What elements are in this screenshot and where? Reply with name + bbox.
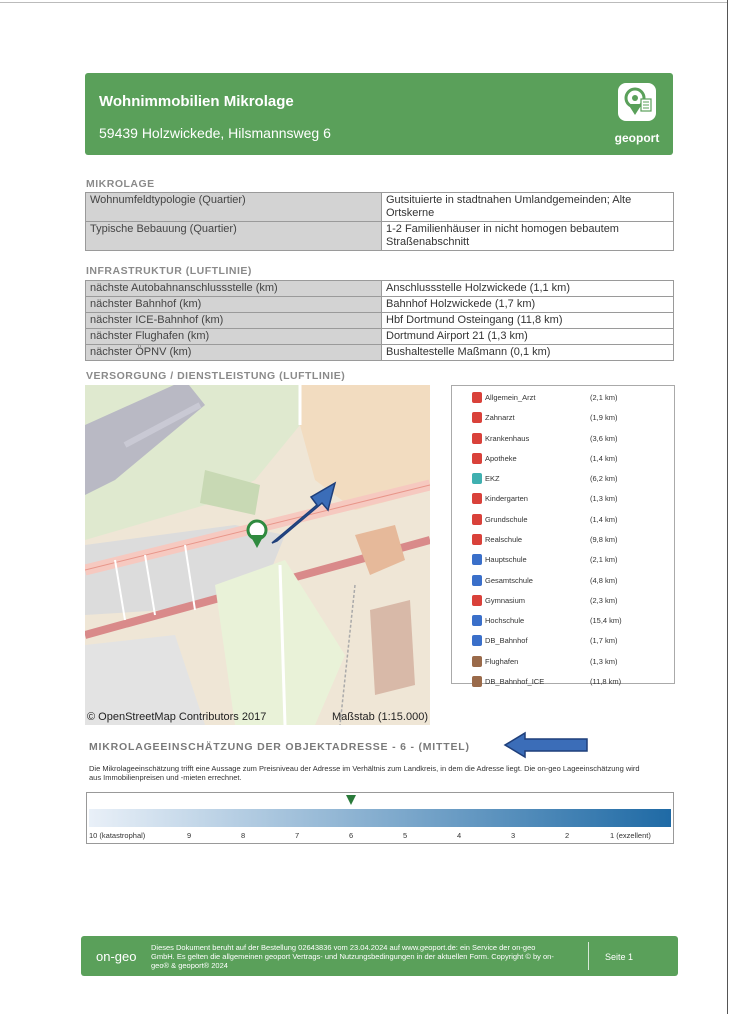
rating-marker-icon <box>346 795 356 805</box>
table-row <box>86 281 674 297</box>
assessment-description: Die Mikrolageeinschätzung trifft eine Aussage zum Preisniveau der Adresse im Verhältnis zum Landkreis, in dem die Adresse liegt. Die on-geo Lageeinschätzung wird aus Immobilienpreisen und -mieten errechnet. <box>89 764 640 782</box>
location-pin-icon <box>618 83 656 121</box>
rating-tick-label: 8 <box>241 831 246 840</box>
location-map[interactable] <box>85 385 430 725</box>
table-row <box>86 297 674 313</box>
legend-item <box>472 533 667 547</box>
rating-tick-label: 4 <box>457 831 462 840</box>
legend-item <box>472 432 667 446</box>
legend-label: Gesamtschule <box>485 576 533 585</box>
school-icon <box>472 534 482 545</box>
university-icon <box>472 615 482 626</box>
legend-distance: (1,7 km) <box>590 636 618 645</box>
table-key: Typische Bebauung (Quartier) <box>86 222 382 251</box>
legend-item <box>472 452 667 466</box>
table-row <box>86 329 674 345</box>
legend-distance: (1,3 km) <box>590 494 618 503</box>
train-station-icon <box>472 635 482 646</box>
legend-item <box>472 472 667 486</box>
legend-item <box>472 553 667 567</box>
rating-tick-label: 1 (exzellent) <box>610 831 651 840</box>
table-row <box>86 313 674 329</box>
table-key: nächster Bahnhof (km) <box>86 297 382 313</box>
arrow-left-icon <box>503 731 589 759</box>
poi-legend <box>451 385 675 684</box>
table-value: Hbf Dortmund Osteingang (11,8 km) <box>382 313 674 329</box>
rating-tick-label: 6 <box>349 831 354 840</box>
legend-item <box>472 492 667 506</box>
table-row <box>86 345 674 361</box>
legend-label: Realschule <box>485 535 523 544</box>
report-address: 59439 Holzwickede, Hilsmannsweg 6 <box>99 125 331 141</box>
page-footer <box>81 936 678 976</box>
map-scale: Maßstab (1:15.000) <box>332 711 428 723</box>
school-icon <box>472 575 482 586</box>
legend-label: Hochschule <box>485 616 525 625</box>
geoport-logo-text: geoport <box>614 131 660 145</box>
infrastruktur-table <box>85 280 674 361</box>
legend-label: Gymnasium <box>485 596 526 605</box>
school-icon <box>472 554 482 565</box>
airport-icon <box>472 656 482 667</box>
footer-text: Dieses Dokument beruht auf der Bestellung 02643836 vom 23.04.2024 auf www.geoport.de: ein Service der on-geo GmbH. Es gelten die allgemeinen geoport Vertrags- und Nutzungsbedingungen in der aktuellen Form. Copyright © by on-geo® & geoport® 2024 <box>151 943 554 970</box>
assessment-title: MIKROLAGEEINSCHÄTZUNG DER OBJEKTADRESSE - 6 - (MITTEL) <box>89 741 470 753</box>
school-icon <box>472 514 482 525</box>
mikrolage-table <box>85 192 674 251</box>
table-key: nächste Autobahnanschlussstelle (km) <box>86 281 382 297</box>
legend-distance: (11,8 km) <box>590 677 622 686</box>
geoport-logo <box>611 81 663 147</box>
legend-label: Grundschule <box>485 515 528 524</box>
legend-item <box>472 675 667 689</box>
legend-item <box>472 574 667 588</box>
table-key: nächster ICE-Bahnhof (km) <box>86 313 382 329</box>
table-row <box>86 193 674 222</box>
rating-tick-label: 5 <box>403 831 408 840</box>
page-top-edge <box>0 2 728 3</box>
table-value: Bahnhof Holzwickede (1,7 km) <box>382 297 674 313</box>
table-value: Anschlussstelle Holzwickede (1,1 km) <box>382 281 674 297</box>
dentist-icon <box>472 412 482 423</box>
legend-distance: (2,3 km) <box>590 596 618 605</box>
legend-label: Hauptschule <box>485 555 527 564</box>
doctor-icon <box>472 392 482 403</box>
geoport-logo-badge <box>618 83 656 121</box>
legend-distance: (6,2 km) <box>590 474 618 483</box>
table-key: Wohnumfeldtypologie (Quartier) <box>86 193 382 222</box>
map-graphic <box>85 385 430 725</box>
legend-label: Krankenhaus <box>485 434 530 443</box>
report-title: Wohnimmobilien Mikrolage <box>99 93 294 110</box>
legend-distance: (1,3 km) <box>590 657 618 666</box>
rating-tick-label: 10 (katastrophal) <box>89 831 146 840</box>
school-icon <box>472 595 482 606</box>
shopping-center-icon <box>472 473 482 484</box>
legend-distance: (2,1 km) <box>590 555 618 564</box>
section-title-versorgung: VERSORGUNG / DIENSTLEISTUNG (LUFTLINIE) <box>86 370 346 382</box>
legend-distance: (9,8 km) <box>590 535 618 544</box>
legend-distance: (2,1 km) <box>590 393 618 402</box>
legend-distance: (15,4 km) <box>590 616 622 625</box>
legend-label: Allgemein_Arzt <box>485 393 536 402</box>
map-copyright: © OpenStreetMap Contributors 2017 <box>87 711 267 723</box>
legend-label: Zahnarzt <box>485 413 515 422</box>
legend-item <box>472 411 667 425</box>
footer-divider <box>588 942 589 970</box>
legend-distance: (3,6 km) <box>590 434 618 443</box>
rating-tick-label: 7 <box>295 831 300 840</box>
legend-item <box>472 513 667 527</box>
table-value: Gutsituierte in stadtnahen Umlandgemeinden; Alte Ortskerne <box>382 193 674 222</box>
table-value: Bushaltestelle Maßmann (0,1 km) <box>382 345 674 361</box>
legend-item <box>472 614 667 628</box>
legend-label: Kindergarten <box>485 494 528 503</box>
section-title-mikrolage: MIKROLAGE <box>86 178 155 190</box>
rating-tick-label: 9 <box>187 831 192 840</box>
legend-distance: (1,4 km) <box>590 515 618 524</box>
rating-gradient-bar <box>89 809 671 827</box>
table-key: nächster Flughafen (km) <box>86 329 382 345</box>
legend-label: DB_Bahnhof_ICE <box>485 677 545 686</box>
ice-station-icon <box>472 676 482 687</box>
legend-item <box>472 594 667 608</box>
rating-tick-label: 3 <box>511 831 516 840</box>
report-header <box>85 73 673 155</box>
legend-label: EKZ <box>485 474 500 483</box>
page-number: Seite 1 <box>605 952 634 962</box>
legend-distance: (4,8 km) <box>590 576 618 585</box>
legend-distance: (1,9 km) <box>590 413 618 422</box>
legend-item <box>472 391 667 405</box>
table-value: 1-2 Familienhäuser in nicht homogen bebautem Straßenabschnitt <box>382 222 674 251</box>
table-key: nächster ÖPNV (km) <box>86 345 382 361</box>
legend-label: Apotheke <box>485 454 517 463</box>
legend-label: Flughafen <box>485 657 519 666</box>
rating-scale <box>86 792 674 844</box>
kindergarten-icon <box>472 493 482 504</box>
legend-item <box>472 634 667 648</box>
hospital-icon <box>472 433 482 444</box>
pharmacy-icon <box>472 453 482 464</box>
on-geo-logo: on-geo <box>96 949 137 964</box>
table-value: Dortmund Airport 21 (1,3 km) <box>382 329 674 345</box>
table-row <box>86 222 674 251</box>
page-right-edge <box>727 0 728 1014</box>
legend-item <box>472 655 667 669</box>
legend-distance: (1,4 km) <box>590 454 618 463</box>
section-title-infrastruktur: INFRASTRUKTUR (LUFTLINIE) <box>86 265 252 277</box>
legend-label: DB_Bahnhof <box>485 636 528 645</box>
rating-tick-label: 2 <box>565 831 570 840</box>
